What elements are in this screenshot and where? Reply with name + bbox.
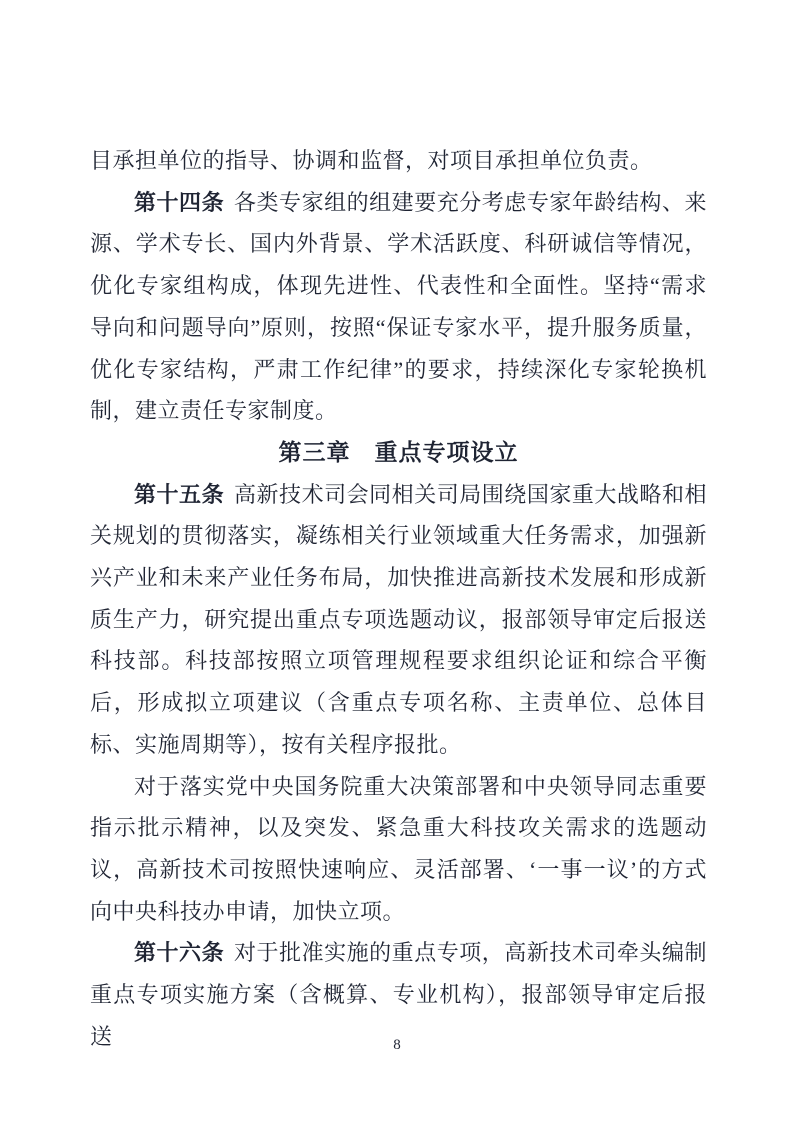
- paragraph: [90, 140, 707, 182]
- paragraph-text: 对于批准实施的重点专项，高新技术司牵头编制重点专项实施方案（含概算、专业机构），报部领导审定后报送: [90, 940, 707, 1049]
- article-number: 第十六条: [134, 940, 225, 966]
- paragraph: [90, 182, 707, 432]
- paragraph-text: 目承担单位的指导、协调和监督，对项目承担单位负责。: [90, 148, 653, 173]
- paragraph: [90, 474, 707, 766]
- paragraph-text: 对于落实党中央国务院重大决策部署和中央领导同志重要指示批示精神，以及突发、紧急重大科技攻关需求的选题动议，高新技术司按照快速响应、灵活部署、‘一事一议’的方式向中央科技办申请，加快立项。: [90, 773, 707, 924]
- chapter-heading: [90, 432, 707, 474]
- paragraph-text: 高新技术司会同相关司局围绕国家重大战略和相关规划的贯彻落实，凝练相关行业领域重大任务需求，加强新兴产业和未来产业任务布局，加快推进高新技术发展和形成新质生产力，研究提出重点专项选题动议，报部领导审定后报送科技部。科技部按照立项管理规程要求组织论证和综合平衡后，形成拟立项建议（含重点专项名称、主责单位、总体目标、实施周期等），按有关程序报批。: [90, 481, 707, 757]
- document-body: [90, 140, 707, 1057]
- paragraph: [90, 766, 707, 933]
- article-number: 第十五条: [134, 481, 225, 507]
- page-number: 8: [393, 1037, 401, 1053]
- article-number: 第十四条: [134, 189, 225, 215]
- paragraph-text: 各类专家组的组建要充分考虑专家年龄结构、来源、学术专长、国内外背景、学术活跃度、科研诚信等情况，优化专家组构成，体现先进性、代表性和全面性。坚持“需求导向和问题导向”原则，按照“保证专家水平，提升服务质量，优化专家结构，严肃工作纪律”的要求，持续深化专家轮换机制，建立责任专家制度。: [90, 189, 707, 424]
- chapter-heading-text: 第三章 重点专项设立: [278, 438, 519, 465]
